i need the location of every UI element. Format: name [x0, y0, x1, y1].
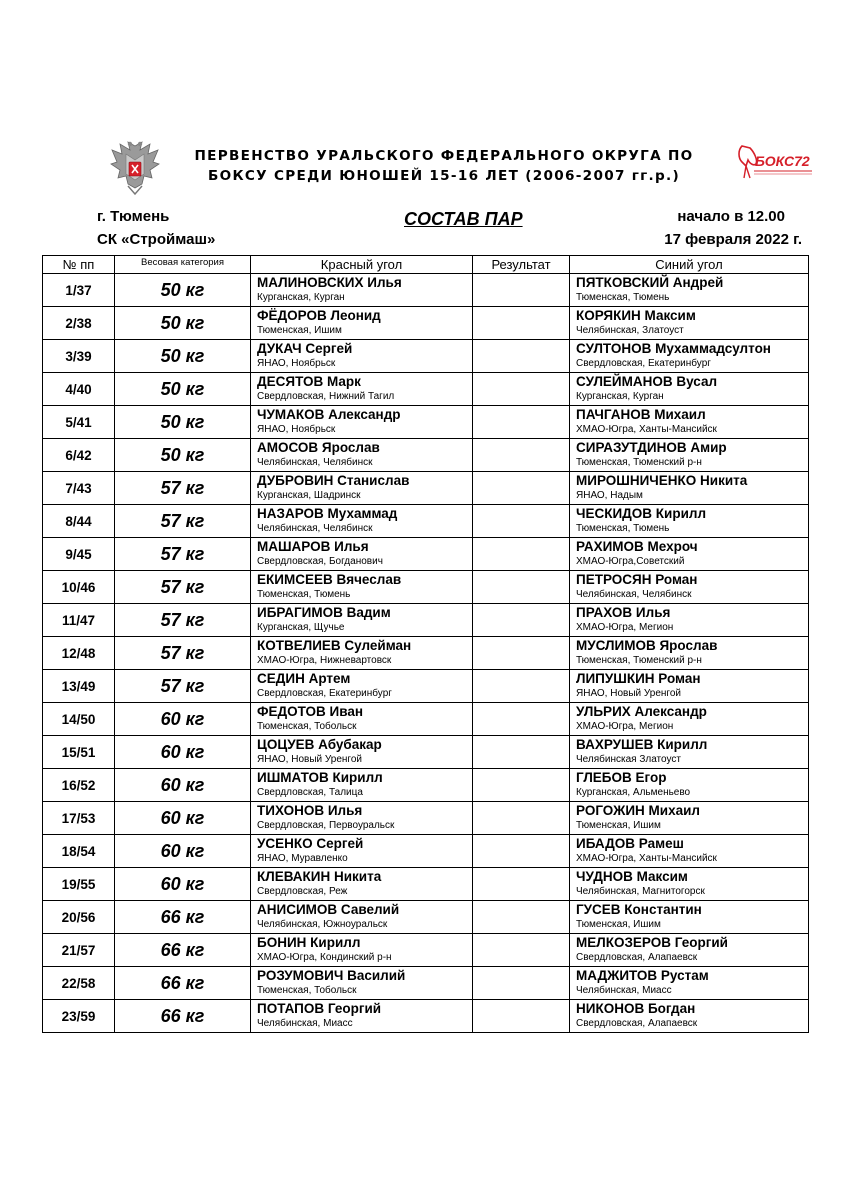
blue-fighter-region: Челябинская, Магнитогорск [576, 886, 705, 897]
blue-fighter-name: ПЕТРОСЯН Роман [576, 572, 698, 587]
blue-fighter-name: ПАЧГАНОВ Михаил [576, 407, 706, 422]
red-fighter-name: ПОТАПОВ Георгий [257, 1001, 382, 1016]
blue-fighter-region: Тюменская, Тюмень [576, 292, 670, 303]
blue-fighter-name: МУСЛИМОВ Ярослав [576, 638, 718, 653]
result-cell[interactable] [473, 934, 570, 967]
red-corner-cell [251, 571, 473, 604]
red-corner-cell [251, 670, 473, 703]
bout-number: 9/45 [43, 538, 115, 571]
red-corner-cell [251, 934, 473, 967]
weight-category: 57 кг [115, 571, 251, 604]
red-fighter-name: ИБРАГИМОВ Вадим [257, 605, 391, 620]
result-cell[interactable] [473, 1000, 570, 1033]
col-header-weight: Весовая категория [115, 256, 251, 274]
blue-fighter-name: НИКОНОВ Богдан [576, 1001, 696, 1016]
bout-number: 4/40 [43, 373, 115, 406]
blue-fighter-region: ХМАО-Югра,Советский [576, 556, 685, 567]
weight-category: 50 кг [115, 340, 251, 373]
result-cell[interactable] [473, 802, 570, 835]
blue-corner-cell [570, 538, 809, 571]
blue-corner-cell [570, 835, 809, 868]
red-fighter-region: Челябинская, Челябинск [257, 523, 373, 534]
red-corner-cell [251, 439, 473, 472]
weight-category: 60 кг [115, 868, 251, 901]
bout-number: 22/58 [43, 967, 115, 1000]
bout-number: 23/59 [43, 1000, 115, 1033]
blue-corner-cell [570, 934, 809, 967]
bout-number: 3/39 [43, 340, 115, 373]
blue-fighter-name: СУЛЕЙМАНОВ Вусал [576, 374, 718, 389]
red-fighter-region: ЯНАО, Ноябрьск [257, 424, 336, 435]
blue-corner-cell [570, 901, 809, 934]
col-header-blue-corner: Синий угол [570, 256, 809, 274]
col-header-red-corner: Красный угол [251, 256, 473, 274]
blue-fighter-region: Тюменская, Тюменский р-н [576, 655, 702, 666]
red-fighter-name: КОТВЕЛИЕВ Сулейман [257, 638, 412, 653]
blue-fighter-name: МЕЛКОЗЕРОВ Георгий [576, 935, 728, 950]
result-cell[interactable] [473, 769, 570, 802]
red-fighter-region: Курганская, Щучье [257, 622, 345, 633]
red-fighter-name: МАШАРОВ Илья [257, 539, 369, 554]
blue-corner-cell [570, 967, 809, 1000]
weight-category: 50 кг [115, 307, 251, 340]
blue-fighter-region: Тюменская, Ишим [576, 919, 661, 930]
blue-fighter-name: ЛИПУШКИН Роман [576, 671, 701, 686]
blue-fighter-region: ЯНАО, Надым [576, 490, 643, 501]
blue-fighter-name: ЧУДНОВ Максим [576, 869, 688, 884]
red-fighter-region: Курганская, Шадринск [257, 490, 361, 501]
table-row [43, 538, 809, 571]
weight-category: 60 кг [115, 736, 251, 769]
red-fighter-name: АМОСОВ Ярослав [257, 440, 380, 455]
blue-fighter-region: Курганская, Курган [576, 391, 664, 402]
table-row [43, 769, 809, 802]
table-row [43, 802, 809, 835]
blue-corner-cell [570, 571, 809, 604]
red-fighter-region: Свердловская, Реж [257, 886, 348, 897]
weight-category: 50 кг [115, 274, 251, 307]
blue-corner-cell [570, 703, 809, 736]
blue-fighter-region: Челябинская, Златоуст [576, 325, 684, 336]
red-fighter-name: ЕКИМСЕЕВ Вячеслав [257, 572, 402, 587]
table-row [43, 1000, 809, 1033]
red-fighter-region: Челябинская, Южноуральск [257, 919, 388, 930]
table-row [43, 274, 809, 307]
table-row [43, 736, 809, 769]
red-fighter-region: Челябинская, Миасс [257, 1018, 353, 1029]
weight-category: 60 кг [115, 703, 251, 736]
red-fighter-name: БОНИН Кирилл [257, 935, 361, 950]
weight-category: 57 кг [115, 604, 251, 637]
bout-number: 5/41 [43, 406, 115, 439]
result-cell[interactable] [473, 505, 570, 538]
blue-fighter-name: СИРАЗУТДИНОВ Амир [576, 440, 727, 455]
red-fighter-name: МАЛИНОВСКИХ Илья [257, 275, 402, 290]
table-row [43, 901, 809, 934]
blue-fighter-region: ЯНАО, Новый Уренгой [576, 688, 681, 699]
blue-fighter-region: Свердловская, Алапаевск [576, 1018, 698, 1029]
bout-number: 21/57 [43, 934, 115, 967]
logo-text: БОКС72 [755, 153, 810, 169]
blue-corner-cell [570, 637, 809, 670]
weight-category: 57 кг [115, 472, 251, 505]
red-fighter-region: Тюменская, Тобольск [257, 721, 357, 732]
red-corner-cell [251, 604, 473, 637]
red-fighter-region: Свердловская, Богданович [257, 556, 383, 567]
red-corner-cell [251, 505, 473, 538]
blue-fighter-name: ВАХРУШЕВ Кирилл [576, 737, 708, 752]
blue-corner-cell [570, 373, 809, 406]
blue-fighter-region: Свердловская, Екатеринбург [576, 358, 711, 369]
blue-fighter-region: Челябинская, Челябинск [576, 589, 692, 600]
red-fighter-region: ХМАО-Югра, Нижневартовск [257, 655, 392, 666]
red-corner-cell [251, 835, 473, 868]
red-fighter-region: Свердловская, Екатеринбург [257, 688, 392, 699]
result-cell[interactable] [473, 274, 570, 307]
col-header-num: № пп [43, 256, 115, 274]
blue-fighter-name: КОРЯКИН Максим [576, 308, 696, 323]
table-row [43, 670, 809, 703]
bout-number: 16/52 [43, 769, 115, 802]
blue-fighter-region: Тюменская, Тюменский р-н [576, 457, 702, 468]
result-cell[interactable] [473, 736, 570, 769]
bout-number: 11/47 [43, 604, 115, 637]
result-cell[interactable] [473, 340, 570, 373]
start-time-label: начало в 12.00 [677, 208, 785, 225]
blue-fighter-name: МАДЖИТОВ Рустам [576, 968, 709, 983]
result-cell[interactable] [473, 604, 570, 637]
weight-category: 57 кг [115, 637, 251, 670]
document-title [170, 146, 718, 186]
blue-fighter-name: ПРАХОВ Илья [576, 605, 671, 620]
bout-number: 6/42 [43, 439, 115, 472]
bout-number: 15/51 [43, 736, 115, 769]
blue-fighter-region: ХМАО-Югра, Ханты-Мансийск [576, 424, 717, 435]
red-fighter-name: НАЗАРОВ Мухаммад [257, 506, 398, 521]
blue-corner-cell [570, 1000, 809, 1033]
bout-number: 8/44 [43, 505, 115, 538]
blue-corner-cell [570, 340, 809, 373]
blue-fighter-name: МИРОШНИЧЕНКО Никита [576, 473, 748, 488]
weight-category: 66 кг [115, 934, 251, 967]
blue-fighter-region: Тюменская, Ишим [576, 820, 661, 831]
table-row [43, 967, 809, 1000]
red-fighter-name: ДУКАЧ Сергей [257, 341, 353, 356]
table-row [43, 703, 809, 736]
weight-category: 57 кг [115, 505, 251, 538]
date-label: 17 февраля 2022 г. [664, 231, 802, 248]
red-corner-cell [251, 340, 473, 373]
blue-fighter-name: РАХИМОВ Мехроч [576, 539, 698, 554]
bout-number: 7/43 [43, 472, 115, 505]
blue-fighter-name: ИБАДОВ Рамеш [576, 836, 684, 851]
red-fighter-name: РОЗУМОВИЧ Василий [257, 968, 406, 983]
blue-corner-cell [570, 736, 809, 769]
result-cell[interactable] [473, 835, 570, 868]
red-fighter-region: ЯНАО, Новый Уренгой [257, 754, 362, 765]
city-label: г. Тюмень [97, 208, 170, 225]
pairs-table [42, 255, 809, 1033]
result-cell[interactable] [473, 538, 570, 571]
result-cell[interactable] [473, 571, 570, 604]
weight-category: 50 кг [115, 439, 251, 472]
red-fighter-region: ЯНАО, Ноябрьск [257, 358, 336, 369]
table-row [43, 307, 809, 340]
table-row [43, 439, 809, 472]
title-line-2: БОКСУ СРЕДИ ЮНОШЕЙ 15-16 ЛЕТ (2006-2007 гг.р.) [207, 168, 681, 184]
blue-fighter-region: Челябинская, Миасс [576, 985, 672, 996]
blue-fighter-name: ЧЕСКИДОВ Кирилл [576, 506, 707, 521]
boxing-federation-logo [736, 142, 816, 182]
red-corner-cell [251, 967, 473, 1000]
result-cell[interactable] [473, 406, 570, 439]
red-fighter-region: Свердловская, Нижний Тагил [257, 391, 395, 402]
result-cell[interactable] [473, 967, 570, 1000]
red-corner-cell [251, 373, 473, 406]
result-cell[interactable] [473, 373, 570, 406]
red-corner-cell [251, 538, 473, 571]
bout-number: 18/54 [43, 835, 115, 868]
weight-category: 60 кг [115, 802, 251, 835]
result-cell[interactable] [473, 439, 570, 472]
weight-category: 66 кг [115, 967, 251, 1000]
blue-corner-cell [570, 439, 809, 472]
table-row [43, 868, 809, 901]
result-cell[interactable] [473, 670, 570, 703]
table-row [43, 505, 809, 538]
red-corner-cell [251, 274, 473, 307]
weight-category: 60 кг [115, 835, 251, 868]
weight-category: 50 кг [115, 373, 251, 406]
blue-fighter-region: Челябинская Златоуст [576, 754, 681, 765]
blue-corner-cell [570, 769, 809, 802]
blue-fighter-region: ХМАО-Югра, Мегион [576, 622, 674, 633]
red-fighter-name: ДЕСЯТОВ Марк [257, 374, 361, 389]
blue-fighter-name: РОГОЖИН Михаил [576, 803, 700, 818]
red-corner-cell [251, 307, 473, 340]
blue-fighter-name: ГУСЕВ Константин [576, 902, 702, 917]
russian-eagle-emblem-icon [108, 140, 162, 196]
blue-fighter-name: УЛЬРИХ Александр [576, 704, 707, 719]
red-fighter-region: Курганская, Курган [257, 292, 345, 303]
result-cell[interactable] [473, 637, 570, 670]
red-corner-cell [251, 868, 473, 901]
table-row [43, 472, 809, 505]
blue-fighter-name: ПЯТКОВСКИЙ Андрей [576, 275, 724, 290]
blue-corner-cell [570, 868, 809, 901]
blue-fighter-region: Свердловская, Алапаевск [576, 952, 698, 963]
blue-corner-cell [570, 406, 809, 439]
result-cell[interactable] [473, 868, 570, 901]
red-corner-cell [251, 637, 473, 670]
red-fighter-name: УСЕНКО Сергей [257, 836, 364, 851]
bout-number: 2/38 [43, 307, 115, 340]
page-heading: СОСТАВ ПАР [404, 209, 523, 229]
table-row [43, 934, 809, 967]
bout-number: 1/37 [43, 274, 115, 307]
weight-category: 57 кг [115, 538, 251, 571]
red-fighter-region: Свердловская, Первоуральск [257, 820, 395, 831]
bout-number: 10/46 [43, 571, 115, 604]
red-corner-cell [251, 1000, 473, 1033]
red-fighter-name: ФЁДОРОВ Леонид [257, 308, 381, 323]
red-corner-cell [251, 769, 473, 802]
red-fighter-name: ЦОЦУЕВ Абубакар [257, 737, 382, 752]
blue-fighter-region: ХМАО-Югра, Ханты-Мансийск [576, 853, 717, 864]
red-fighter-region: ХМАО-Югра, Кондинский р-н [257, 952, 392, 963]
blue-fighter-region: Курганская, Альменьево [576, 787, 691, 798]
weight-category: 57 кг [115, 670, 251, 703]
red-fighter-name: ИШМАТОВ Кирилл [257, 770, 383, 785]
col-header-result: Результат [473, 256, 570, 274]
red-corner-cell [251, 901, 473, 934]
result-cell[interactable] [473, 901, 570, 934]
blue-corner-cell [570, 472, 809, 505]
table-row [43, 340, 809, 373]
red-fighter-region: Свердловская, Талица [257, 787, 363, 798]
red-corner-cell [251, 802, 473, 835]
venue-label: СК «Строймаш» [97, 231, 216, 248]
red-fighter-name: ФЕДОТОВ Иван [257, 704, 364, 719]
red-fighter-name: КЛЕВАКИН Никита [257, 869, 382, 884]
table-row [43, 835, 809, 868]
blue-corner-cell [570, 802, 809, 835]
title-line-1: ПЕРВЕНСТВО УРАЛЬСКОГО ФЕДЕРАЛЬНОГО ОКРУГА ПО [194, 148, 694, 164]
red-fighter-region: Челябинская, Челябинск [257, 457, 373, 468]
blue-corner-cell [570, 604, 809, 637]
table-header-row [43, 256, 809, 274]
red-corner-cell [251, 703, 473, 736]
weight-category: 50 кг [115, 406, 251, 439]
red-corner-cell [251, 472, 473, 505]
table-row [43, 604, 809, 637]
bout-number: 19/55 [43, 868, 115, 901]
blue-fighter-region: ХМАО-Югра, Мегион [576, 721, 674, 732]
red-fighter-region: Тюменская, Тобольск [257, 985, 357, 996]
result-cell[interactable] [473, 307, 570, 340]
table-row [43, 373, 809, 406]
red-fighter-region: Тюменская, Ишим [257, 325, 342, 336]
red-fighter-name: АНИСИМОВ Савелий [257, 902, 400, 917]
red-fighter-name: ТИХОНОВ Илья [257, 803, 363, 818]
bout-number: 13/49 [43, 670, 115, 703]
blue-fighter-name: ГЛЕБОВ Егор [576, 770, 667, 785]
weight-category: 66 кг [115, 901, 251, 934]
result-cell[interactable] [473, 472, 570, 505]
blue-fighter-region: Тюменская, Тюмень [576, 523, 670, 534]
blue-corner-cell [570, 274, 809, 307]
bout-number: 20/56 [43, 901, 115, 934]
blue-corner-cell [570, 670, 809, 703]
table-row [43, 571, 809, 604]
table-body [43, 274, 809, 1033]
bout-number: 12/48 [43, 637, 115, 670]
blue-corner-cell [570, 505, 809, 538]
red-fighter-name: ДУБРОВИН Станислав [257, 473, 410, 488]
weight-category: 66 кг [115, 1000, 251, 1033]
result-cell[interactable] [473, 703, 570, 736]
red-fighter-region: Тюменская, Тюмень [257, 589, 351, 600]
blue-fighter-name: СУЛТОНОВ Мухаммадсултон [576, 341, 771, 356]
red-corner-cell [251, 406, 473, 439]
red-corner-cell [251, 736, 473, 769]
bout-number: 14/50 [43, 703, 115, 736]
red-fighter-name: ЧУМАКОВ Александр [257, 407, 401, 422]
bout-number: 17/53 [43, 802, 115, 835]
red-fighter-region: ЯНАО, Муравленко [257, 853, 348, 864]
table-row [43, 637, 809, 670]
table-row [43, 406, 809, 439]
blue-corner-cell [570, 307, 809, 340]
red-fighter-name: СЕДИН Артем [257, 671, 351, 686]
weight-category: 60 кг [115, 769, 251, 802]
